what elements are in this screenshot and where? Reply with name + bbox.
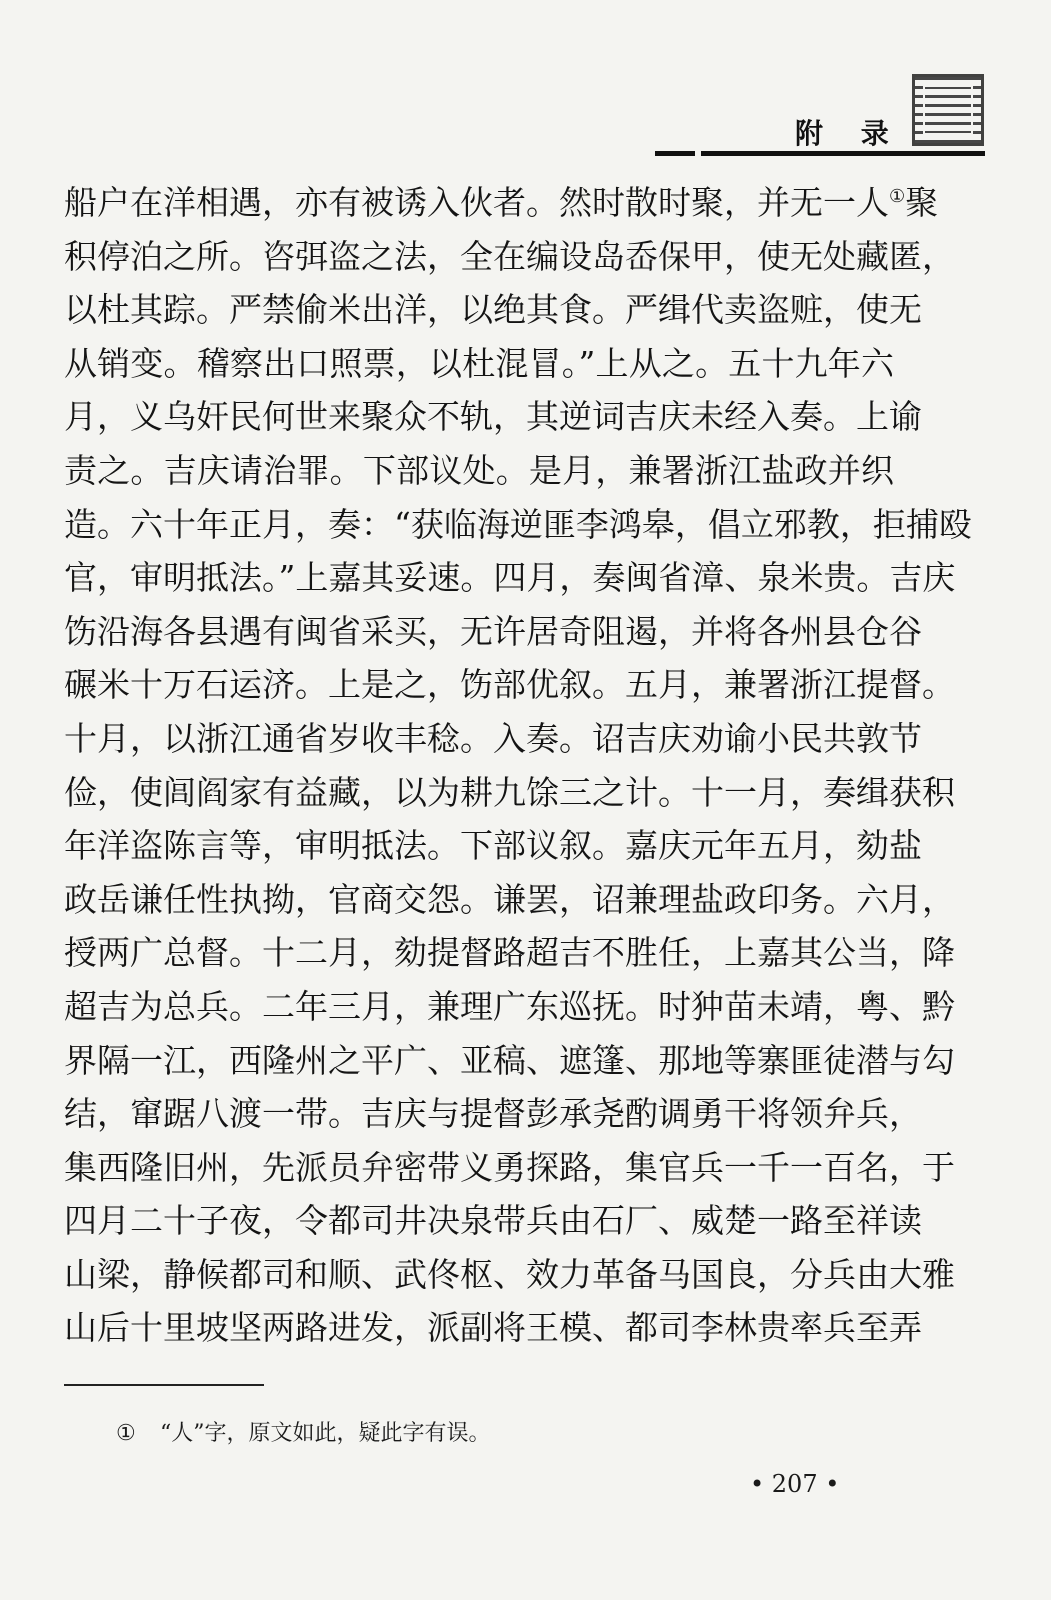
main-text	[64, 176, 972, 1355]
footnote-number: ①	[116, 1421, 136, 1446]
text-line: 结，窜踞八渡一带。吉庆与提督彭承尧酌调勇干将领弁兵，	[64, 1094, 922, 1134]
text-line: 政岳谦任性执拗，官商交怨。谦罢，诏兼理盐政印务。六月，	[64, 879, 955, 919]
text-line: 十月，以浙江通省岁收丰稔。入奏。诏吉庆劝谕小民共敦节	[64, 718, 922, 758]
text-line: 官，审明抵法。”上嘉其妥速。四月，奏闽省漳、泉米贵。吉庆	[64, 558, 956, 598]
running-header-title: 附 录	[795, 117, 903, 150]
text-line: 年洋盗陈言等，审明抵法。下部议叙。嘉庆元年五月，劾盐	[64, 826, 922, 866]
text-line: 责之。吉庆请治罪。下部议处。是月，兼署浙江盐政并织	[64, 450, 894, 490]
text-line: 从销变。稽察出口照票，以杜混冒。”上从之。五十九年六	[64, 343, 894, 383]
text-line: 积停泊之所。咨弭盗之法，全在编设岛岙保甲，使无处藏匿，	[64, 236, 955, 276]
text-line: 俭，使闾阎家有益藏，以为耕九馀三之计。十一月，奏缉获积	[64, 772, 955, 812]
footnote-text: “人”字，原文如此，疑此字有误。	[160, 1421, 491, 1446]
text-line: 山梁，静候都司和顺、武佟枢、效力革备马国良，分兵由大雅	[64, 1254, 955, 1294]
text-line: 造。六十年正月，奏：“获临海逆匪李鸿皋，倡立邪教，拒捕殴	[64, 504, 972, 544]
text-line: 四月二十子夜，令都司井决泉带兵由石厂、威楚一路至祥读	[64, 1201, 922, 1241]
text-line: 超吉为总兵。二年三月，兼理广东巡抚。时狆苗未靖，粤、黔	[64, 986, 955, 1026]
text-line: 饬沿海各县遇有闽省采买，无许居奇阻遏，并将各州县仓谷	[64, 611, 922, 651]
text-line: 山后十里坡坚两路进发，派副将王模、都司李林贵率兵至弄	[64, 1308, 922, 1348]
header-rule	[655, 151, 985, 156]
footnote	[116, 1416, 491, 1447]
text-line: 集西隆旧州，先派员弁密带义勇探路，集官兵一千一百名，于	[64, 1147, 955, 1187]
footnote-marker: ①	[889, 186, 906, 207]
text-line: 碾米十万石运济。上是之，饬部优叙。五月，兼署浙江提督。	[64, 665, 955, 705]
seal-stamp-icon	[912, 74, 984, 146]
text-line: 船户在洋相遇，亦有被诱入伙者。然时散时聚，并无一人①聚	[64, 183, 939, 222]
page-number: • 207 •	[750, 1470, 840, 1498]
text-line: 界隔一江，西隆州之平广、亚稿、遮篷、那地等寨匪徒潜与勾	[64, 1040, 955, 1080]
text-line: 以杜其踪。严禁偷米出洋，以绝其食。严缉代卖盗赃，使无	[64, 290, 922, 330]
text-line: 月，义乌奸民何世来聚众不轨，其逆词吉庆未经入奏。上谕	[64, 397, 922, 437]
footnote-rule	[64, 1384, 264, 1386]
text-line: 授两广总督。十二月，劾提督路超吉不胜任，上嘉其公当，降	[64, 933, 955, 973]
